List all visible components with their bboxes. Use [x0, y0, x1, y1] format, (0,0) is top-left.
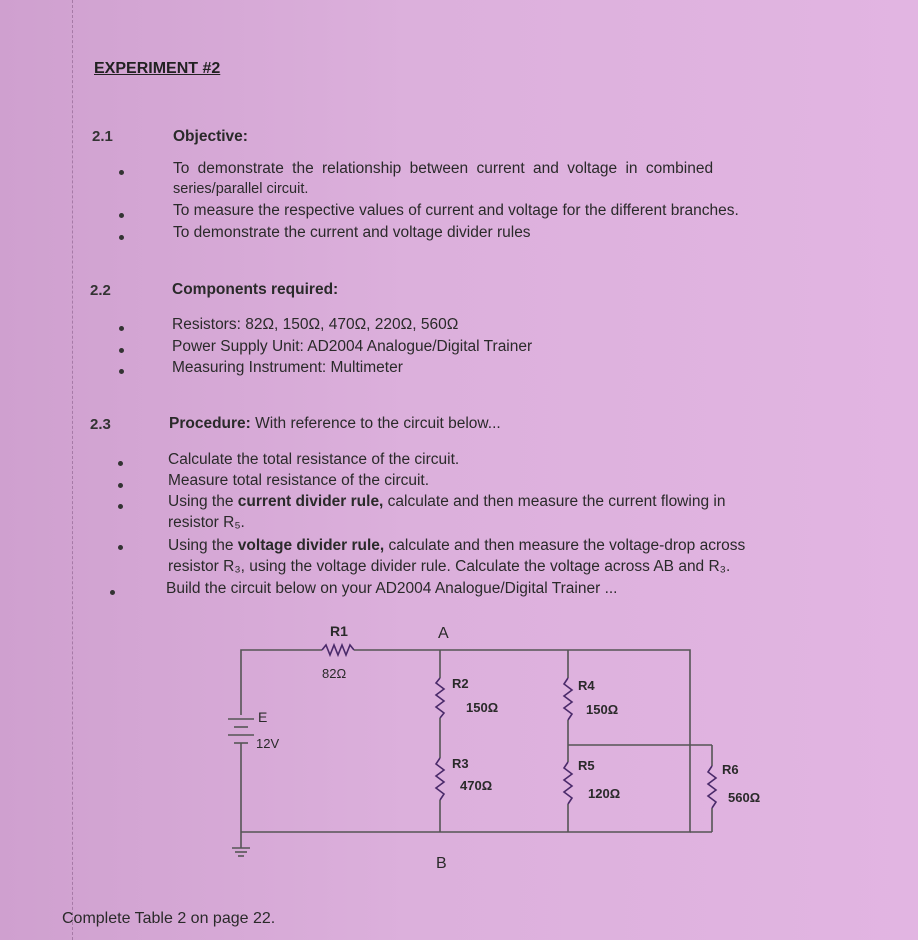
component-line-2: Power Supply Unit: AD2004 Analogue/Digital Trainer — [172, 338, 533, 355]
r4-value: 150Ω — [586, 702, 619, 717]
objective-line-4: To demonstrate the current and voltage divider rules — [173, 224, 531, 241]
component-line-3: Measuring Instrument: Multimeter — [172, 359, 403, 376]
objective-line-1: To demonstrate the relationship between current and voltage in combined — [173, 160, 714, 177]
resistor-r3 — [436, 758, 444, 800]
section-number-2-2: 2.2 — [90, 282, 111, 299]
resistor-r5 — [564, 762, 572, 804]
r3-value: 470Ω — [460, 778, 493, 793]
r5-label: R5 — [578, 758, 595, 773]
r4-label: R4 — [578, 678, 595, 693]
wire-top-right — [354, 650, 690, 678]
source-value: 12V — [256, 736, 280, 751]
resistor-r6 — [708, 766, 716, 808]
wire-bottom — [241, 810, 690, 832]
r6-value: 560Ω — [728, 790, 761, 805]
wire-top-left — [241, 650, 322, 664]
procedure-line-2: Measure total resistance of the circuit. — [168, 472, 430, 489]
objective-line-2: series/parallel circuit. — [173, 181, 309, 197]
procedure-line-6: resistor R₃, using the voltage divider rule. Calculate the voltage across AB and R₃. — [168, 558, 731, 575]
r3-label: R3 — [452, 756, 469, 771]
voltage-divider-rule: voltage divider rule, — [237, 537, 385, 554]
resistor-r2 — [436, 678, 444, 718]
procedure-title-suffix: With reference to the circuit below... — [255, 415, 501, 432]
resistor-r4 — [564, 678, 572, 720]
r5-value: 120Ω — [588, 786, 621, 801]
r6-label: R6 — [722, 762, 739, 777]
r1-value: 82Ω — [322, 666, 347, 681]
footer-note: Complete Table 2 on page 22. — [62, 910, 276, 927]
procedure-line-3-b: calculate and then measure the current flowing in — [383, 493, 726, 510]
page-heading: EXPERIMENT #2 — [94, 60, 221, 77]
procedure-line-1: Calculate the total resistance of the circuit. — [168, 451, 460, 468]
procedure-line-5-b: calculate and then measure the voltage-drop across — [384, 537, 746, 554]
procedure-title: Procedure: — [169, 415, 251, 432]
r2-label: R2 — [452, 676, 469, 691]
section-number-2-1: 2.1 — [92, 128, 113, 145]
r1-label: R1 — [330, 623, 348, 639]
current-divider-rule: current divider rule, — [237, 493, 384, 510]
section-title-objective: Objective: — [173, 128, 248, 145]
procedure-line-4: resistor R₅. — [168, 514, 245, 531]
objective-line-3: To measure the respective values of current and voltage for the different branches. — [173, 202, 739, 219]
procedure-line-5-a: Using the — [168, 537, 238, 554]
procedure-line-3-a: Using the — [168, 493, 238, 510]
node-b-label: B — [436, 855, 447, 872]
component-line-1: Resistors: 82Ω, 150Ω, 470Ω, 220Ω, 560Ω — [172, 316, 459, 333]
source-label: E — [258, 709, 268, 725]
procedure-line-7: Build the circuit below on your AD2004 Analogue/Digital Trainer ... — [166, 580, 618, 597]
r2-value: 150Ω — [466, 700, 499, 715]
section-number-2-3: 2.3 — [90, 416, 111, 433]
node-a-label: A — [438, 625, 449, 642]
resistor-r1 — [322, 645, 354, 655]
section-title-components: Components required: — [172, 281, 339, 298]
